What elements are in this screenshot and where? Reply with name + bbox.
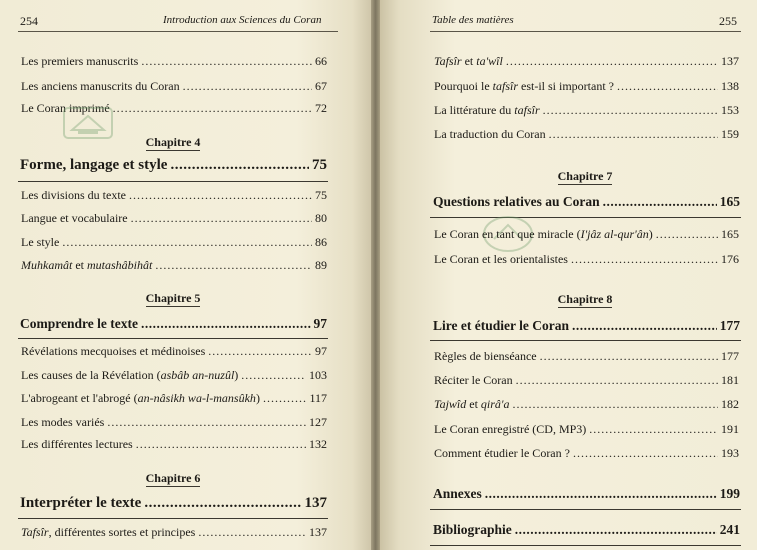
toc-entry-page: 66: [315, 54, 327, 68]
toc-entry-title: Réciter le Coran: [434, 373, 513, 387]
chapter-page: 137: [304, 495, 327, 511]
toc-entry[interactable]: [434, 252, 739, 267]
toc-entry[interactable]: [434, 397, 739, 412]
toc-entry-title: Les premiers manuscrits: [21, 54, 139, 68]
toc-entry-page: 127: [309, 415, 327, 429]
toc-entry[interactable]: [21, 235, 327, 250]
chapter-page: 177: [719, 318, 740, 333]
toc-entry-title: Le Coran en tant que miracle (I'jâz al-qur'ân): [434, 227, 653, 241]
toc-entry-title: Les différentes lectures: [21, 437, 133, 451]
toc-entry-page: 177: [721, 349, 739, 363]
toc-entry-page: 80: [315, 211, 327, 225]
chapter-heading[interactable]: [433, 318, 740, 334]
chapter-rule: [430, 340, 741, 341]
toc-entry-page: 182: [721, 397, 739, 411]
toc-entry-page: 165: [721, 227, 739, 241]
chapter-heading[interactable]: [20, 316, 327, 332]
bibliographie-page: 241: [719, 522, 740, 537]
chapter-heading[interactable]: [20, 157, 327, 174]
toc-entry[interactable]: [434, 79, 739, 94]
header-rule-right: [430, 31, 741, 32]
toc-entry[interactable]: [21, 54, 327, 69]
toc-entry-title: Les anciens manuscrits du Coran: [21, 79, 180, 93]
chapter-label: Chapitre 5: [145, 291, 201, 305]
chapter-rule: [18, 518, 328, 519]
book-gutter: [371, 0, 380, 550]
toc-entry-page: 137: [309, 525, 327, 539]
chapter-page: 75: [312, 157, 327, 173]
toc-entry-title: La traduction du Coran: [434, 127, 546, 141]
toc-entry[interactable]: [21, 391, 327, 406]
chapter-title: Lire et étudier le Coran: [433, 318, 569, 333]
toc-entry[interactable]: [434, 227, 739, 242]
toc-entry-page: 138: [721, 79, 739, 93]
toc-entry-title: Les modes variés: [21, 415, 105, 429]
chapter-label: Chapitre 8: [557, 292, 613, 306]
toc-entry-page: 159: [721, 127, 739, 141]
chapter-label: Chapitre 6: [145, 471, 201, 485]
toc-entry[interactable]: [21, 188, 327, 203]
toc-entry-page: 67: [315, 79, 327, 93]
page-number-left: 254: [20, 14, 38, 28]
toc-entry[interactable]: [21, 211, 327, 226]
toc-entry[interactable]: [21, 368, 327, 383]
toc-entry[interactable]: [21, 415, 327, 430]
toc-entry-page: 176: [721, 252, 739, 266]
running-title-left: Introduction aux Sciences du Coran: [163, 14, 322, 26]
toc-entry-page: 193: [721, 446, 739, 460]
toc-entry[interactable]: [21, 525, 327, 540]
toc-entry-page: 117: [309, 391, 327, 405]
toc-entry-page: 137: [721, 54, 739, 68]
toc-entry-title: Tajwîd et qirâ'a: [434, 397, 510, 411]
toc-entry-page: 191: [721, 422, 739, 436]
left-page: [0, 0, 371, 550]
toc-entry[interactable]: [21, 437, 327, 452]
chapter-rule: [18, 181, 328, 182]
running-title-right: Table des matières: [432, 14, 514, 26]
toc-entry-title: Les divisions du texte: [21, 188, 126, 202]
chapter-label: Chapitre 7: [557, 169, 613, 183]
toc-entry-page: 72: [315, 101, 327, 115]
header-rule-left: [18, 31, 338, 32]
toc-entry-title: La littérature du tafsîr: [434, 103, 540, 117]
annexes-page: 199: [719, 486, 740, 501]
toc-entry-title: Tafsîr, différentes sortes et principes: [21, 525, 196, 539]
toc-entry-title: Le style: [21, 235, 60, 249]
toc-entry[interactable]: [434, 103, 739, 118]
toc-entry-title: Révélations mecquoises et médinoises: [21, 344, 206, 358]
bibliographie-heading[interactable]: [433, 522, 740, 538]
toc-entry[interactable]: [434, 54, 739, 69]
toc-entry-title: Comment étudier le Coran ?: [434, 446, 570, 460]
bibliographie-title: Bibliographie: [433, 522, 512, 537]
toc-entry-title: L'abrogeant et l'abrogé (an-nâsikh wa-l-mansûkh): [21, 391, 260, 405]
toc-entry[interactable]: [21, 344, 327, 359]
annexes-heading[interactable]: [433, 486, 740, 502]
toc-entry-page: 86: [315, 235, 327, 249]
toc-entry[interactable]: [21, 79, 327, 94]
bibliographie-rule: [430, 545, 741, 546]
toc-entry-page: 89: [315, 258, 327, 272]
toc-entry-title: Langue et vocabulaire: [21, 211, 128, 225]
chapter-title: Comprendre le texte: [20, 316, 138, 331]
toc-entry[interactable]: [21, 258, 327, 273]
chapter-title: Questions relatives au Coran: [433, 194, 600, 209]
chapter-page: 97: [313, 316, 327, 331]
toc-entry[interactable]: [434, 422, 739, 437]
toc-entry-title: Le Coran enregistré (CD, MP3): [434, 422, 587, 436]
chapter-rule: [18, 338, 328, 339]
toc-entry-page: 103: [309, 368, 327, 382]
right-page: [380, 0, 757, 550]
annexes-title: Annexes: [433, 486, 482, 501]
toc-entry-title: Règles de bienséance: [434, 349, 537, 363]
toc-entry-title: Le Coran et les orientalistes: [434, 252, 568, 266]
chapter-rule: [430, 217, 741, 218]
chapter-heading[interactable]: [20, 495, 327, 512]
toc-entry[interactable]: [434, 127, 739, 142]
chapter-heading[interactable]: [433, 194, 740, 210]
toc-entry-title: Muhkamât et mutashâbihât: [21, 258, 153, 272]
annexes-rule: [430, 509, 741, 510]
chapter-title: Interpréter le texte: [20, 495, 142, 511]
chapter-label: Chapitre 4: [145, 135, 201, 149]
toc-entry-title: Pourquoi le tafsîr est-il si important ?: [434, 79, 614, 93]
chapter-page: 165: [719, 194, 740, 209]
toc-entry-title: Les causes de la Révélation (asbâb an-nuzûl): [21, 368, 239, 382]
toc-entry-page: 97: [315, 344, 327, 358]
toc-entry-title: Le Coran imprimé: [21, 101, 110, 115]
chapter-title: Forme, langage et style: [20, 157, 168, 173]
toc-entry-page: 153: [721, 103, 739, 117]
toc-entry-page: 181: [721, 373, 739, 387]
page-number-right: 255: [719, 14, 737, 28]
toc-entry-page: 75: [315, 188, 327, 202]
toc-entry[interactable]: [434, 446, 739, 461]
toc-entry[interactable]: [434, 373, 739, 388]
toc-entry-title: Tafsîr et ta'wîl: [434, 54, 503, 68]
toc-entry[interactable]: [434, 349, 739, 364]
toc-entry-page: 132: [309, 437, 327, 451]
